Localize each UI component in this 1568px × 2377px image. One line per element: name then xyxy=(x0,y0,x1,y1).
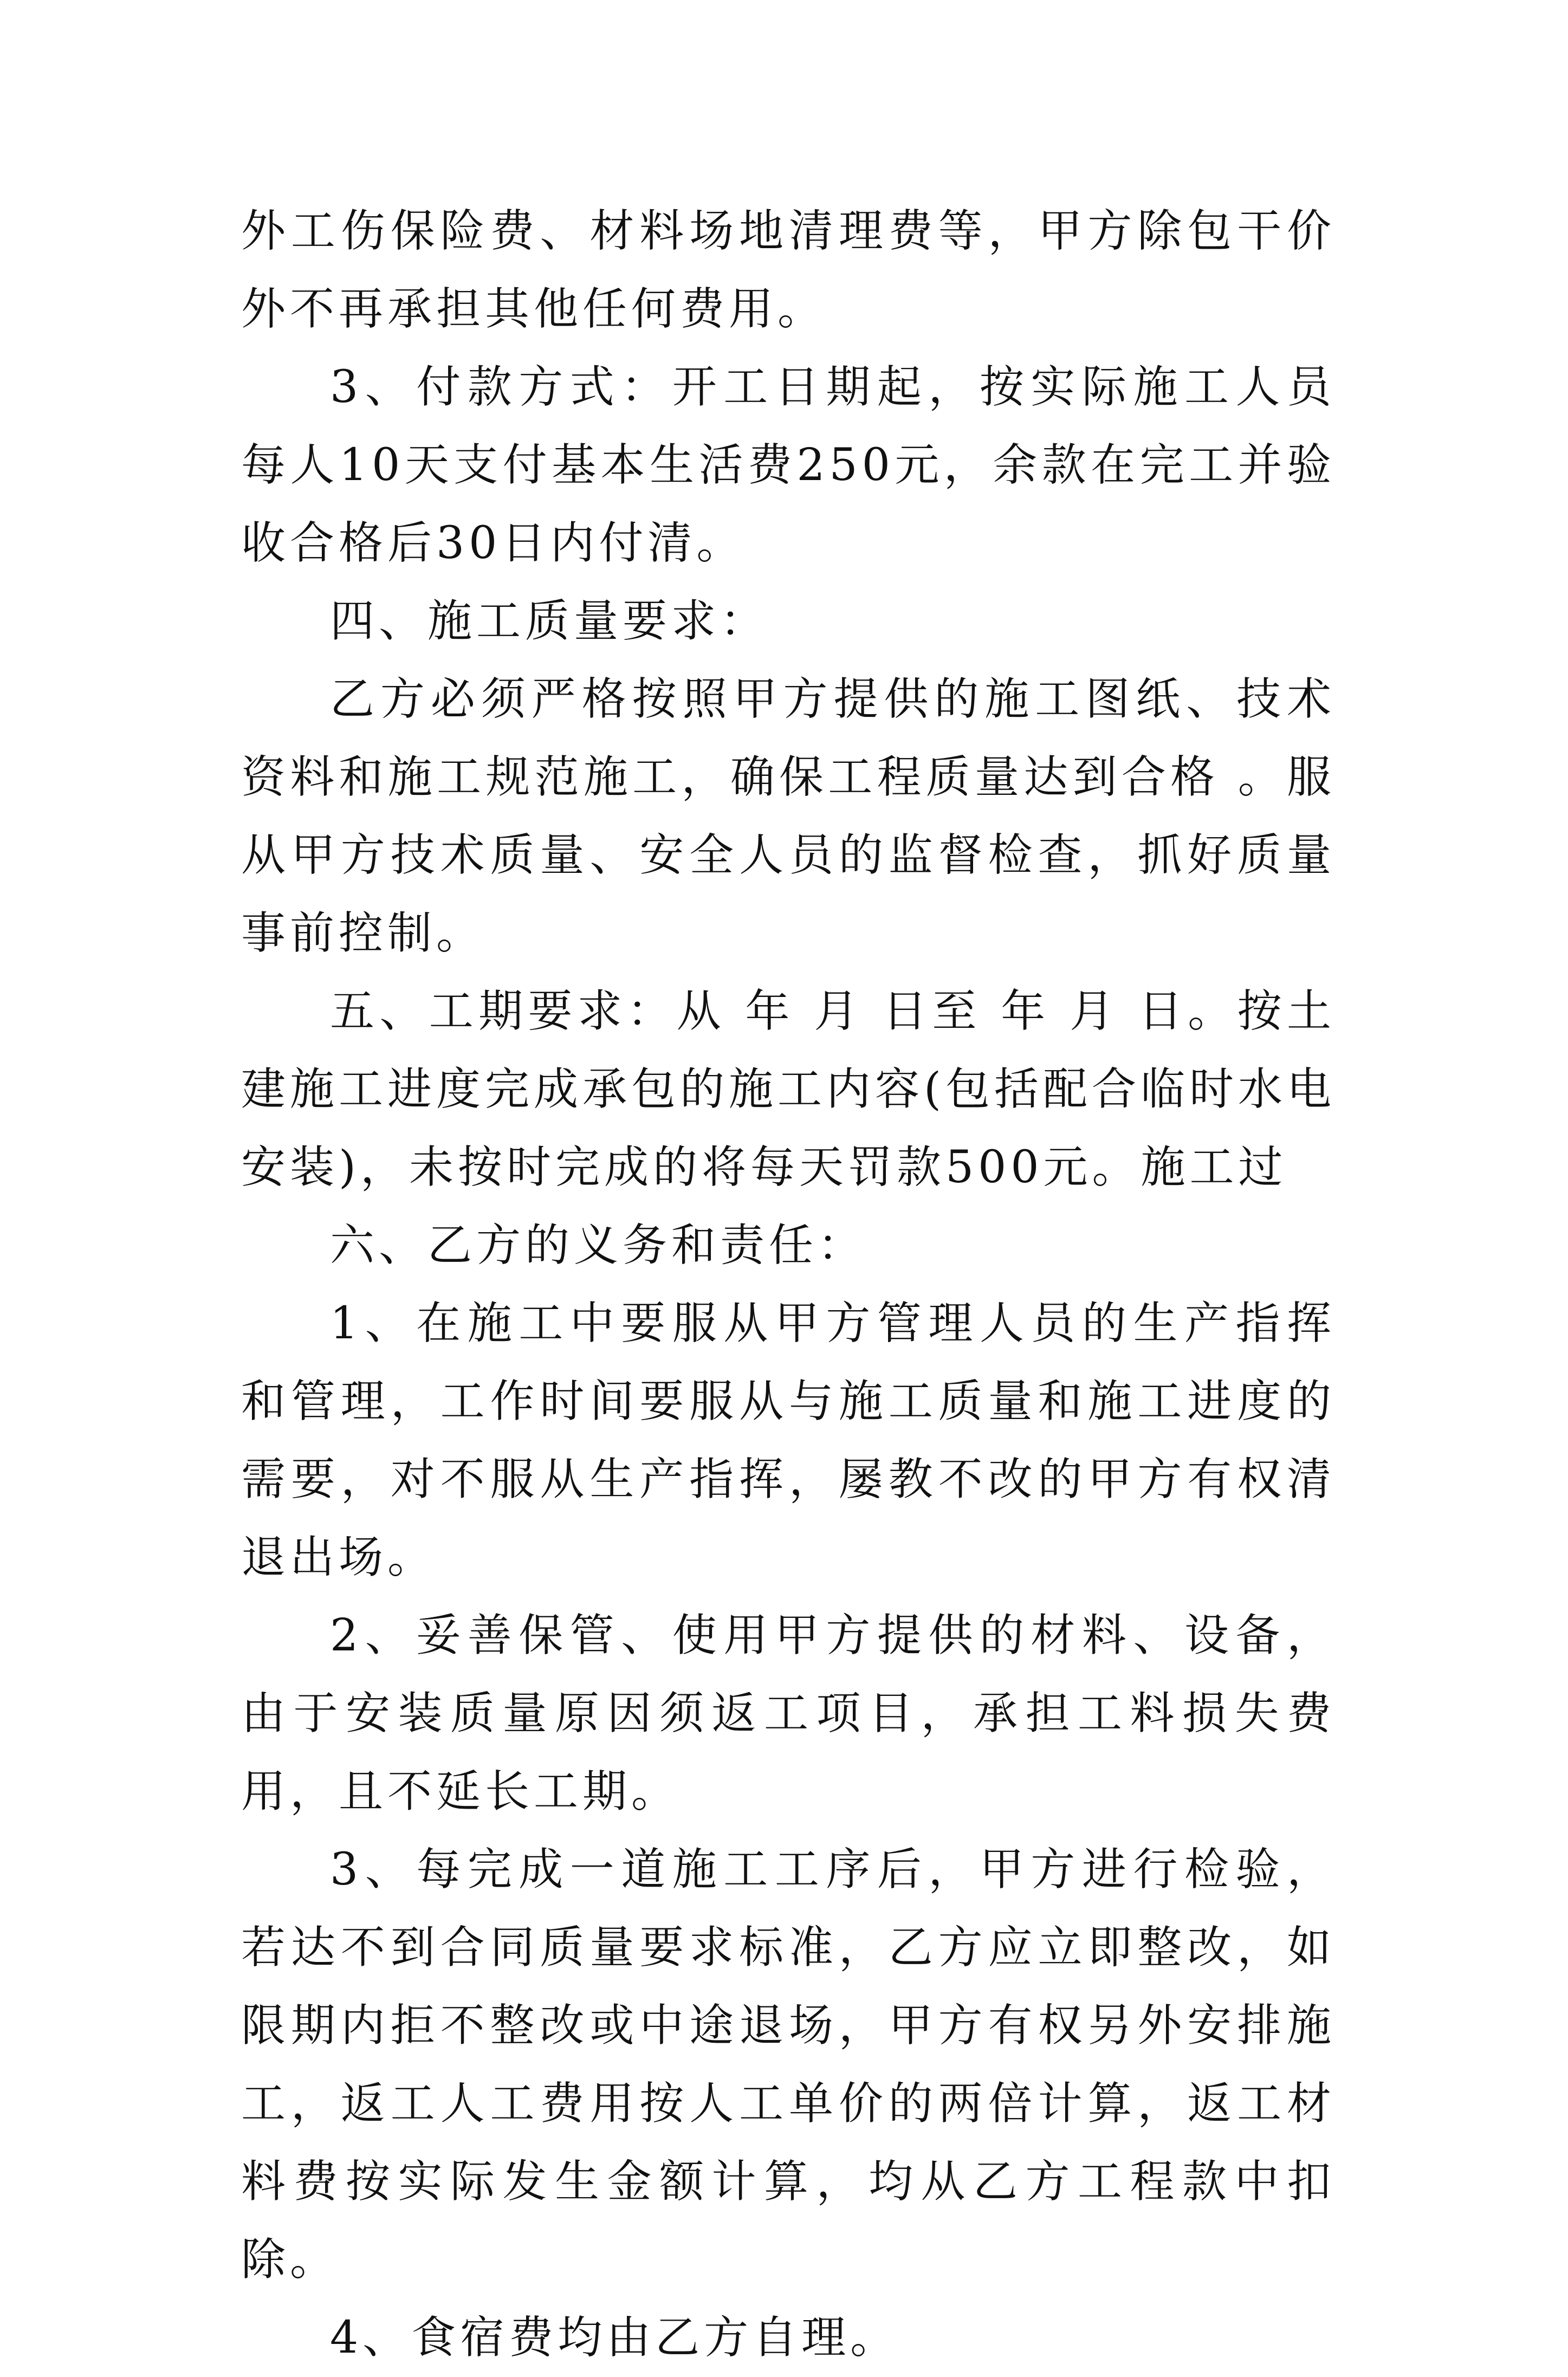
paragraph-insurance-cost: 外工伤保险费、材料场地清理费等，甲方除包干价外不再承担其他任何费用。 xyxy=(241,205,1336,335)
paragraph-obligation-4: 4、食宿费均由乙方自理。 xyxy=(330,2312,899,2363)
paragraph-obligation-1: 1、在施工中要服从甲方管理人员的生产指挥和管理，工作时间要服从与施工质量和施工进度的需要，对不服从生产指挥，屡教不改的甲方有权清退出场。 xyxy=(241,1298,1336,1583)
paragraph-obligation-2: 2、妥善保管、使用甲方提供的材料、设备，由于安装质量原因须返工项目，承担工料损失费用，且不延长工期。 xyxy=(241,1610,1336,1817)
paragraph-payment-method: 3、付款方式：开工日期起，按实际施工人员每人10天支付基本生活费250元，余款在完工并验收合格后30日内付清。 xyxy=(241,361,1336,569)
paragraph-obligation-3: 3、每完成一道施工工序后，甲方进行检验，若达不到合同质量要求标准，乙方应立即整改，如限期内拒不整改或中途退场，甲方有权另外安排施工，返工人工费用按人工单价的两倍计算，返工材料费按实际发生金额计算，均从乙方工程款中扣除。 xyxy=(241,1844,1336,2285)
paragraph-quality-requirements: 乙方必须严格按照甲方提供的施工图纸、技术资料和施工规范施工，确保工程质量达到合格 。服从甲方技术质量、安全人员的监督检查，抓好质量事前控制。 xyxy=(241,673,1336,959)
heading-quality-requirements: 四、施工质量要求： xyxy=(330,595,769,647)
heading-party-b-obligations: 六、乙方的义务和责任： xyxy=(330,1220,867,1271)
paragraph-schedule-requirements: 五、工期要求：从 年 月 日至 年 月 日。按土建施工进度完成承包的施工内容(包括配合临时水电安装)，未按时完成的将每天罚款500元。施工过 xyxy=(241,986,1336,1193)
document-body xyxy=(241,192,1336,2377)
